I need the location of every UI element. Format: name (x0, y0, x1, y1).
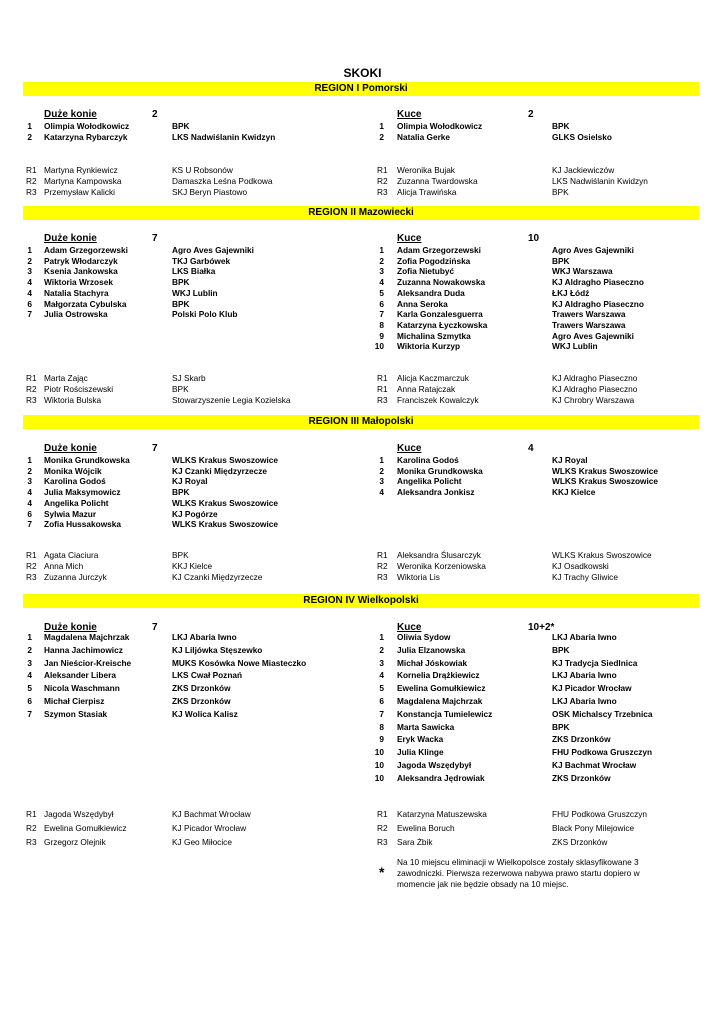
rank-number: 4 (27, 670, 32, 681)
rank-number: 6 (379, 696, 384, 706)
table-row (0, 498, 720, 509)
rank-number: 5 (379, 287, 384, 298)
reserve-row (0, 572, 720, 583)
rider-name: Karolina Godoś (44, 476, 106, 487)
table-row (0, 709, 720, 720)
club-name: Agro Aves Gajewniki (552, 245, 634, 255)
club-name: KJ Liljówka Stęszewko (172, 644, 263, 655)
table-row (0, 670, 720, 681)
table-row (0, 331, 720, 342)
reserve-name: Wiktoria Lis (397, 572, 440, 583)
reserve-row (0, 165, 720, 176)
rank-number: 3 (379, 657, 384, 668)
reserve-club: KJ Osadkowski (552, 561, 609, 572)
reserve-name: Jagoda Wszędybył (44, 809, 114, 819)
club-name: WLKS Krakus Swoszowice (172, 497, 279, 508)
table-row (0, 341, 720, 352)
rider-name: Jagoda Wszędybył (397, 760, 472, 770)
reserve-name: Franciszek Kowalczyk (397, 395, 479, 406)
rank-number: 6 (27, 696, 32, 706)
reserve-rank: R1 (26, 550, 37, 560)
table-row (0, 696, 720, 707)
rank-number: 1 (379, 245, 384, 255)
reserve-rank: R3 (26, 837, 37, 847)
rank-number: 9 (379, 734, 384, 745)
reserve-name: Alicja Kaczmarczuk (397, 373, 469, 383)
table-row (0, 645, 720, 656)
rider-name: Ewelina Gomułkiewicz (397, 683, 486, 694)
rank-number: 7 (27, 309, 32, 320)
rank-number: 1 (27, 455, 32, 465)
reserve-rank: R1 (377, 550, 388, 560)
rider-name: Anna Seroka (397, 298, 448, 309)
table-row (0, 487, 720, 498)
qualified-count: 10+2* (528, 622, 555, 633)
region-header: REGION III Małopolski (23, 415, 699, 429)
reserve-rank: R3 (26, 572, 37, 583)
club-name: WLKS Krakus Swoszowice (172, 519, 279, 530)
table-row (0, 309, 720, 320)
club-name: OSK Michalscy Trzebnica (552, 708, 653, 719)
table-row (0, 320, 720, 331)
reserve-club: KJ Aldragho Piaseczno (552, 384, 638, 395)
club-name: BPK (172, 487, 190, 498)
rider-name: Michalina Szmytka (397, 330, 471, 341)
reserve-club: FHU Podkowa Gruszczyn (552, 809, 647, 819)
club-name: WLKS Krakus Swoszowice (172, 455, 279, 465)
table-row (0, 773, 720, 784)
rank-number: 7 (379, 309, 384, 320)
rank-number: 2 (379, 644, 384, 655)
table-row (0, 722, 720, 733)
reserve-rank: R2 (377, 561, 388, 572)
reserve-rank: R2 (26, 176, 37, 187)
reserve-rank: R3 (377, 395, 388, 406)
ponies-heading: Kuce (397, 443, 422, 454)
rank-number: 1 (27, 245, 32, 255)
rank-number: 3 (27, 266, 32, 277)
club-name: ŁKJ Łódź (552, 287, 590, 298)
rank-number: 1 (379, 455, 384, 465)
rank-number: 2 (27, 255, 32, 266)
reserve-name: Weronika Korzeniowska (397, 561, 486, 572)
rider-name: Olimpia Wołodkowicz (397, 121, 483, 131)
reserve-name: Anna Mich (44, 561, 84, 572)
table-row (0, 266, 720, 277)
reserve-name: Weronika Bujak (397, 165, 455, 175)
reserve-club: KS U Robsonów (172, 165, 233, 175)
rider-name: Angelika Policht (44, 497, 109, 508)
rank-number: 4 (27, 487, 32, 498)
rank-number: 5 (27, 683, 32, 694)
rider-name: Magdalena Majchrzak (44, 632, 130, 642)
club-name: BPK (172, 298, 190, 309)
rider-name: Julia Maksymowicz (44, 487, 121, 498)
club-name: BPK (552, 644, 570, 655)
table-row (0, 658, 720, 669)
club-name: BPK (552, 121, 570, 131)
club-name: LKJ Abaria Iwno (552, 696, 617, 706)
reserve-rank: R2 (377, 176, 388, 187)
club-name: Agro Aves Gajewniki (552, 330, 634, 341)
rank-number: 2 (379, 465, 384, 476)
rider-name: Wiktoria Kurzyp (397, 341, 461, 352)
reserve-rank: R2 (377, 823, 388, 833)
region-header: REGION II Mazowiecki (23, 206, 699, 220)
club-name: LKJ Abaria Iwno (552, 632, 617, 642)
reserve-name: Alicja Trawińska (397, 187, 457, 198)
reserve-club: KJ Chrobry Warszawa (552, 395, 635, 406)
table-row (0, 509, 720, 520)
reserve-row (0, 837, 720, 848)
rank-number: 2 (379, 255, 384, 266)
rider-name: Zofia Nietubyć (397, 266, 455, 277)
reserve-name: Agata Ciaciura (44, 550, 99, 560)
reserve-rank: R2 (26, 384, 37, 395)
rider-name: Aleksander Libera (44, 670, 116, 681)
table-row (0, 245, 720, 256)
rank-number: 4 (27, 277, 32, 288)
club-name: ZKS Drzonków (172, 683, 231, 694)
rank-number: 4 (27, 287, 32, 298)
rider-name: Marta Sawicka (397, 721, 455, 732)
rider-name: Hanna Jachimowicz (44, 644, 123, 655)
club-name: WKJ Warszawa (552, 266, 613, 277)
rider-name: Aleksandra Jonkisz (397, 487, 475, 498)
table-row (0, 632, 720, 643)
rank-number: 2 (27, 131, 32, 142)
rider-name: Szymon Stasiak (44, 708, 108, 719)
qualified-count: 2 (152, 109, 158, 120)
rank-number: 2 (27, 644, 32, 655)
rider-name: Monika Wójcik (44, 465, 102, 476)
rider-name: Nicola Waschmann (44, 683, 120, 694)
rider-name: Katarzyna Rybarczyk (44, 131, 128, 142)
reserve-club: WLKS Krakus Swoszowice (552, 550, 652, 560)
reserve-row (0, 809, 720, 820)
reserve-rank: R2 (26, 561, 37, 572)
club-name: KJ Czanki Międzyrzecze (172, 465, 267, 476)
reserve-club: KJ Trachy Gliwice (552, 572, 618, 583)
reserve-club: KKJ Kielce (172, 561, 213, 572)
reserve-rank: R3 (377, 837, 388, 847)
qualified-count: 2 (528, 109, 534, 120)
region-header: REGION I Pomorski (23, 82, 699, 96)
reserve-name: Marta Zając (44, 373, 88, 383)
reserve-club: Stowarzyszenie Legia Kozielska (172, 395, 291, 406)
club-name: MUKS Kosówka Nowe Miasteczko (172, 657, 307, 668)
rank-number: 5 (379, 683, 384, 694)
table-row (0, 519, 720, 530)
reserve-name: Martyna Rynkiewicz (44, 165, 118, 175)
reserve-club: KJ Jackiewiczów (552, 165, 615, 175)
rank-number: 1 (379, 632, 384, 642)
rank-number: 1 (379, 121, 384, 131)
rank-number: 3 (27, 657, 32, 668)
reserve-rank: R1 (377, 384, 388, 395)
rank-number: 7 (27, 708, 32, 719)
reserve-club: BPK (552, 187, 569, 198)
rank-number: 10 (374, 772, 384, 783)
reserve-row (0, 176, 720, 187)
qualified-count: 4 (528, 443, 534, 454)
reserve-name: Wiktoria Bulska (44, 395, 102, 406)
rank-number: 1 (27, 121, 32, 131)
rider-name: Aleksandra Duda (397, 287, 465, 298)
reserve-row (0, 373, 720, 384)
ponies-heading: Kuce (397, 109, 422, 120)
large-horses-heading: Duże konie (44, 109, 97, 120)
rider-name: Angelika Policht (397, 476, 462, 487)
table-row (0, 256, 720, 267)
reserve-club: KJ Picador Wrocław (172, 823, 247, 833)
reserve-row (0, 550, 720, 561)
rider-name: Eryk Wacka (397, 734, 444, 745)
rider-name: Magdalena Majchrzak (397, 696, 483, 706)
rank-number: 10 (374, 341, 384, 352)
reserve-rank: R2 (26, 823, 37, 833)
reserve-name: Ewelina Boruch (397, 823, 455, 833)
reserve-row (0, 561, 720, 572)
reserve-row (0, 823, 720, 834)
reserve-club: KJ Geo Miłocice (172, 837, 232, 847)
reserve-club: KJ Aldragho Piaseczno (552, 373, 638, 383)
reserve-club: SJ Skarb (172, 373, 206, 383)
club-name: BPK (172, 121, 190, 131)
club-name: BPK (172, 277, 190, 288)
rank-number: 9 (379, 330, 384, 341)
table-row (0, 288, 720, 299)
qualified-count: 7 (152, 622, 158, 633)
club-name: KJ Wolica Kalisz (172, 708, 238, 719)
reserve-row (0, 395, 720, 406)
rank-number: 3 (27, 476, 32, 487)
rider-name: Michał Cierpisz (44, 696, 105, 706)
club-name: KJ Picador Wrocław (552, 683, 632, 694)
table-row (0, 683, 720, 694)
reserve-rank: R1 (26, 165, 37, 175)
rider-name: Zofia Pogodzińska (397, 255, 471, 266)
rank-number: 2 (379, 131, 384, 142)
reserve-rank: R3 (377, 187, 388, 198)
rider-name: Olimpia Wołodkowicz (44, 121, 130, 131)
qualified-count: 7 (152, 233, 158, 244)
reserve-club: Damaszka Leśna Podkowa (172, 176, 273, 187)
qualified-count: 7 (152, 443, 158, 454)
rider-name: Konstancja Tumielewicz (397, 708, 493, 719)
club-name: Trawers Warszawa (552, 319, 626, 330)
rider-name: Zuzanna Nowakowska (397, 277, 486, 288)
reserve-row (0, 187, 720, 198)
club-name: KJ Pogórze (172, 508, 218, 519)
rider-name: Oliwia Sydow (397, 632, 451, 642)
club-name: ZKS Drzonków (172, 696, 231, 706)
rider-name: Karla Gonzalesguerra (397, 309, 483, 320)
large-horses-heading: Duże konie (44, 233, 97, 244)
rider-name: Kornelia Drążkiewicz (397, 670, 480, 681)
rank-number: 4 (379, 487, 384, 498)
reserve-name: Sara Żbik (397, 837, 433, 847)
reserve-club: KJ Czanki Międzyrzecze (172, 572, 263, 583)
table-row (0, 476, 720, 487)
rider-name: Monika Grundkowska (44, 455, 130, 465)
ponies-heading: Kuce (397, 233, 422, 244)
club-name: LKJ Abaria Iwno (552, 670, 617, 681)
club-name: BPK (552, 721, 570, 732)
club-name: Polski Polo Klub (172, 309, 238, 320)
reserve-rank: R1 (26, 809, 37, 819)
rank-number: 6 (379, 298, 384, 309)
rider-name: Karolina Godoś (397, 455, 459, 465)
rider-name: Adam Grzegorzewski (44, 245, 128, 255)
rider-name: Katarzyna Łyczkowska (397, 319, 488, 330)
reserve-name: Katarzyna Matuszewska (397, 809, 487, 819)
rank-number: 3 (379, 476, 384, 487)
qualified-count: 10 (528, 233, 540, 244)
club-name: ZKS Drzonków (552, 772, 611, 783)
reserve-rank: R1 (377, 373, 388, 383)
club-name: KJ Royal (172, 476, 208, 487)
rider-name: Julia Klinge (397, 747, 444, 758)
club-name: LKJ Abaria Iwno (172, 632, 237, 642)
club-name: KJ Aldragho Piaseczno (552, 298, 644, 309)
club-name: KKJ Kielce (552, 487, 596, 498)
club-name: WKJ Lublin (552, 341, 598, 352)
rider-name: Julia Ostrowska (44, 309, 108, 320)
reserve-name: Piotr Rościszewski (44, 384, 114, 395)
club-name: ZKS Drzonków (552, 734, 611, 745)
reserve-club: LKS Nadwiślanin Kwidzyn (552, 176, 648, 187)
reserve-rank: R1 (377, 809, 388, 819)
rank-number: 4 (379, 670, 384, 681)
club-name: FHU Podkowa Gruszczyn (552, 747, 653, 758)
ponies-heading: Kuce (397, 622, 422, 633)
reserve-name: Zuzanna Twardowska (397, 176, 478, 187)
rank-number: 3 (379, 266, 384, 277)
reserve-row (0, 384, 720, 395)
rider-name: Ksenia Jankowska (44, 266, 118, 277)
club-name: LKS Białka (172, 266, 216, 277)
club-name: KJ Aldragho Piaseczno (552, 277, 644, 288)
reserve-name: Anna Ratajczak (397, 384, 456, 395)
rank-number: 2 (27, 465, 32, 476)
club-name: Trawers Warszawa (552, 309, 626, 320)
table-row (0, 299, 720, 310)
rider-name: Patryk Włodarczyk (44, 255, 118, 266)
club-name: GLKS Osielsko (552, 131, 612, 142)
table-row (0, 747, 720, 758)
reserve-rank: R3 (26, 187, 37, 198)
footnote-text: Na 10 miejscu eliminacji w Wielkopolsce zostały sklasyfikowane 3 zawodniczki. Pierwsza rezerwowa nabywa prawo startu dopiero w momencie jak nie będzie obsady na 10 miejsc. (397, 857, 640, 889)
rider-name: Monika Grundkowska (397, 465, 483, 476)
rank-number: 10 (374, 760, 384, 770)
club-name: BPK (552, 255, 570, 266)
rank-number: 6 (27, 508, 32, 519)
club-name: Agro Aves Gajewniki (172, 245, 254, 255)
club-name: KJ Royal (552, 455, 588, 465)
reserve-name: Zuzanna Jurczyk (44, 572, 107, 583)
reserve-club: SKJ Beryn Piastowo (172, 187, 248, 198)
footnote-mark: * (379, 864, 385, 880)
reserve-name: Przemysław Kalicki (44, 187, 115, 198)
reserve-club: BPK (172, 550, 189, 560)
reserve-rank: R3 (377, 572, 388, 583)
rank-number: 8 (379, 319, 384, 330)
table-row (0, 760, 720, 771)
reserve-rank: R1 (26, 373, 37, 383)
club-name: KJ Tradycja Siedlnica (552, 657, 638, 668)
rider-name: Michał Jóskowiak (397, 657, 468, 668)
large-horses-heading: Duże konie (44, 443, 97, 454)
rank-number: 7 (379, 708, 384, 719)
reserve-club: ZKS Drzonków (552, 837, 608, 847)
rider-name: Zofia Hussakowska (44, 519, 122, 530)
large-horses-heading: Duże konie (44, 622, 97, 633)
rider-name: Aleksandra Jędrowiak (397, 772, 485, 783)
table-row (0, 734, 720, 745)
reserve-club: KJ Bachmat Wrocław (172, 809, 251, 819)
rider-name: Natalia Stachyra (44, 287, 109, 298)
club-name: LKS Nadwiślanin Kwidzyn (172, 131, 276, 142)
reserve-name: Martyna Kampowska (44, 176, 122, 187)
reserve-rank: R1 (377, 165, 388, 175)
rider-name: Małgorzata Cybulska (44, 298, 127, 309)
reserve-name: Aleksandra Ślusarczyk (397, 550, 481, 560)
rank-number: 1 (27, 632, 32, 642)
table-row (0, 277, 720, 288)
rider-name: Jan Nieścior-Kreische (44, 657, 132, 668)
table-row (0, 132, 720, 143)
rank-number: 6 (27, 298, 32, 309)
rank-number: 7 (27, 519, 32, 530)
reserve-club: BPK (172, 384, 189, 395)
club-name: LKS Cwał Poznań (172, 670, 243, 681)
rank-number: 10 (374, 747, 384, 758)
table-row (0, 466, 720, 477)
rider-name: Natalia Gerke (397, 131, 451, 142)
page-title: SKOKI (343, 66, 382, 80)
rider-name: Adam Grzegorzewski (397, 245, 481, 255)
club-name: KJ Bachmat Wrocław (552, 760, 637, 770)
rank-number: 4 (379, 277, 384, 288)
reserve-name: Ewelina Gomułkiewicz (44, 823, 127, 833)
rank-number: 4 (27, 497, 32, 508)
table-row (0, 455, 720, 466)
reserve-rank: R3 (26, 395, 37, 406)
rider-name: Julia Elzanowska (397, 644, 466, 655)
club-name: WLKS Krakus Swoszowice (552, 465, 659, 476)
reserve-name: Grzegorz Olejnik (44, 837, 106, 847)
club-name: TKJ Garbówek (172, 255, 231, 266)
club-name: WKJ Lublin (172, 287, 218, 298)
table-row (0, 121, 720, 132)
rank-number: 8 (379, 721, 384, 732)
rider-name: Sylwia Mazur (44, 508, 97, 519)
rider-name: Wiktoria Wrzosek (44, 277, 113, 288)
club-name: WLKS Krakus Swoszowice (552, 476, 659, 487)
region-header: REGION IV Wielkopolski (23, 594, 699, 608)
reserve-club: Black Pony Milejowice (552, 823, 635, 833)
